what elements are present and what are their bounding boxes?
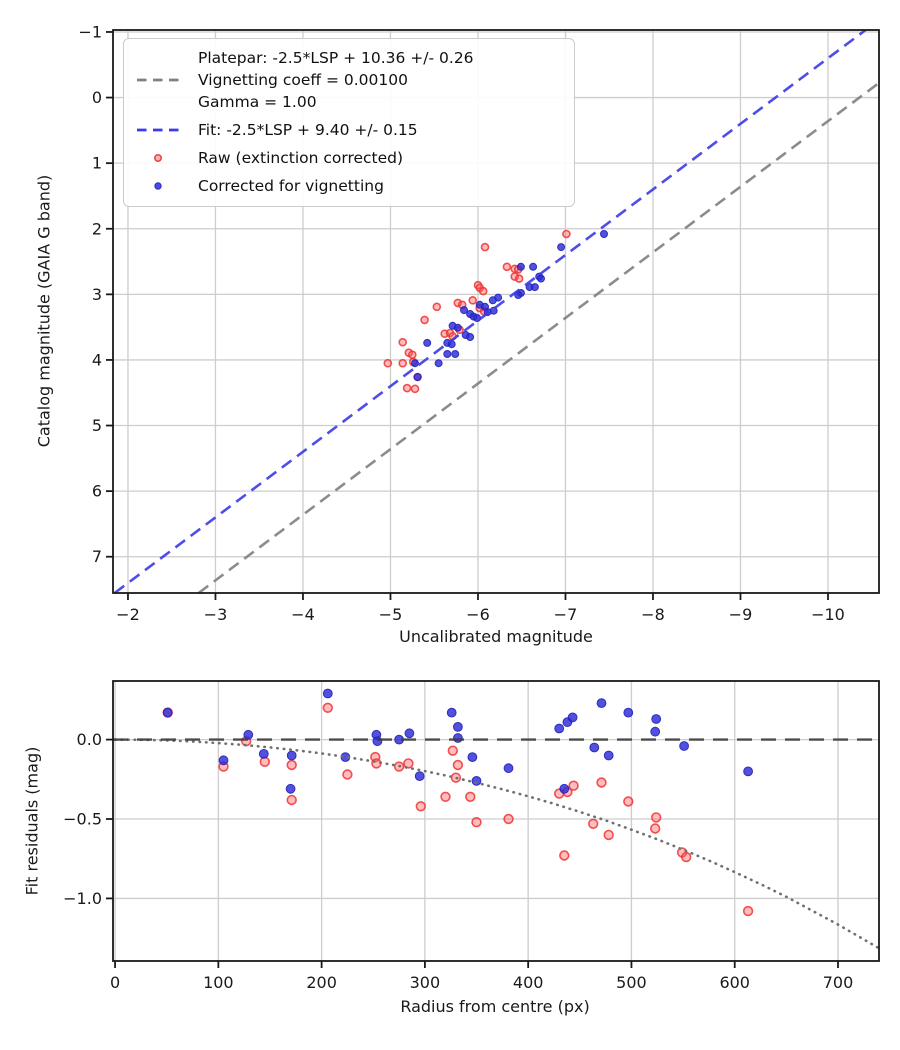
legend-entry-fit bbox=[136, 119, 564, 141]
x-tick-label: −6 bbox=[466, 605, 490, 624]
data-point bbox=[469, 297, 476, 304]
y-tick-label: −1 bbox=[78, 22, 102, 42]
raw-marker-icon bbox=[136, 153, 180, 163]
x-tick-label: 300 bbox=[409, 973, 441, 992]
vignetting-model-curve bbox=[115, 740, 879, 949]
data-point bbox=[538, 275, 545, 282]
data-point bbox=[433, 303, 440, 310]
data-point bbox=[441, 792, 450, 801]
data-point bbox=[597, 778, 606, 787]
data-point bbox=[558, 244, 565, 251]
data-point bbox=[259, 750, 268, 759]
data-point bbox=[651, 727, 660, 736]
x-tick-label: 200 bbox=[306, 973, 337, 992]
data-point bbox=[447, 708, 456, 717]
data-point bbox=[405, 729, 414, 738]
data-point bbox=[163, 708, 172, 717]
data-point bbox=[454, 723, 463, 732]
data-point bbox=[435, 360, 442, 367]
data-point bbox=[503, 263, 510, 270]
legend-entry-raw bbox=[136, 147, 564, 169]
y-tick-label: 1 bbox=[91, 153, 102, 173]
y-tick-label: −1.0 bbox=[63, 888, 102, 908]
data-point bbox=[563, 231, 570, 238]
data-point bbox=[444, 351, 451, 358]
legend bbox=[123, 38, 575, 207]
data-point bbox=[568, 713, 577, 722]
x-tick-label: 400 bbox=[512, 973, 544, 992]
data-point bbox=[412, 360, 419, 367]
data-point bbox=[555, 724, 564, 733]
data-point bbox=[287, 796, 296, 805]
y-tick-label: 0.0 bbox=[76, 730, 102, 750]
y-tick-label: 5 bbox=[91, 416, 102, 436]
y-tick-label: 2 bbox=[91, 219, 102, 239]
data-point bbox=[416, 802, 425, 811]
data-point bbox=[482, 244, 489, 251]
data-point bbox=[323, 703, 332, 712]
y-tick-label: 4 bbox=[91, 350, 102, 370]
data-point bbox=[604, 831, 613, 840]
data-point bbox=[287, 751, 296, 760]
data-point bbox=[244, 730, 253, 739]
data-point bbox=[531, 284, 538, 291]
residuals-gridlines bbox=[113, 681, 879, 961]
legend-platepar-label bbox=[198, 47, 474, 113]
legend-entry-corrected bbox=[136, 175, 564, 197]
data-point bbox=[323, 689, 332, 698]
top-yaxis-label: Catalog magnitude (GAIA G band) bbox=[34, 174, 54, 448]
data-point bbox=[604, 751, 613, 760]
y-tick-label: 7 bbox=[91, 547, 102, 567]
data-point bbox=[452, 351, 459, 358]
x-tick-label: −5 bbox=[378, 605, 403, 624]
data-point bbox=[624, 708, 633, 717]
legend-platepar-line3: Gamma = 1.00 bbox=[198, 93, 317, 111]
data-point bbox=[421, 316, 428, 323]
data-point bbox=[384, 360, 391, 367]
data-point bbox=[652, 715, 661, 724]
data-point bbox=[517, 263, 524, 270]
data-point bbox=[424, 339, 431, 346]
y-tick-label: −0.5 bbox=[63, 809, 102, 829]
data-point bbox=[373, 737, 382, 746]
data-point bbox=[466, 792, 475, 801]
data-point bbox=[560, 784, 569, 793]
legend-entry-platepar bbox=[136, 47, 564, 113]
bottom-xaxis-label: Radius from centre (px) bbox=[400, 997, 590, 1016]
data-point bbox=[560, 851, 569, 860]
top-xaxis-label: Uncalibrated magnitude bbox=[399, 627, 593, 646]
y-tick-label: 0 bbox=[91, 88, 102, 108]
magnitude-fit-corrected-points bbox=[412, 231, 608, 381]
data-point bbox=[412, 385, 419, 392]
data-point bbox=[744, 767, 753, 776]
data-point bbox=[399, 339, 406, 346]
data-point bbox=[260, 757, 269, 766]
residuals-plot bbox=[63, 681, 879, 992]
data-point bbox=[504, 815, 513, 824]
data-point bbox=[415, 772, 424, 781]
data-point bbox=[652, 813, 661, 822]
x-tick-label: 100 bbox=[203, 973, 234, 992]
x-tick-label: −2 bbox=[116, 605, 140, 624]
data-point bbox=[601, 231, 608, 238]
legend-platepar-line1: Platepar: -2.5*LSP + 10.36 +/- 0.26 bbox=[198, 49, 474, 67]
data-point bbox=[454, 324, 461, 331]
legend-fit-label: Fit: -2.5*LSP + 9.40 +/- 0.15 bbox=[198, 121, 418, 139]
residuals-ticks bbox=[106, 740, 838, 968]
data-point bbox=[414, 374, 421, 381]
x-tick-label: −8 bbox=[641, 605, 665, 624]
x-tick-label: 600 bbox=[719, 973, 750, 992]
platepar-dashed-line-icon bbox=[136, 76, 180, 84]
data-point bbox=[624, 797, 633, 806]
data-point bbox=[409, 351, 416, 358]
data-point bbox=[680, 742, 689, 751]
data-point bbox=[744, 907, 753, 916]
y-tick-label: 3 bbox=[91, 284, 102, 304]
fit-dashed-line-icon bbox=[136, 126, 180, 134]
legend-raw-label: Raw (extinction corrected) bbox=[198, 149, 404, 167]
data-point bbox=[651, 824, 660, 833]
data-point bbox=[504, 764, 513, 773]
x-tick-label: 0 bbox=[109, 973, 121, 992]
data-point bbox=[682, 853, 691, 862]
residuals-spines bbox=[113, 681, 879, 961]
data-point bbox=[454, 734, 463, 743]
data-point bbox=[448, 746, 457, 755]
data-point bbox=[472, 818, 481, 827]
data-point bbox=[468, 753, 477, 762]
x-tick-label: −9 bbox=[728, 605, 753, 624]
data-point bbox=[467, 334, 474, 341]
data-point bbox=[530, 263, 537, 270]
corrected-marker-icon bbox=[136, 181, 180, 191]
data-point bbox=[472, 777, 481, 786]
legend-corrected-label: Corrected for vignetting bbox=[198, 177, 384, 195]
x-tick-label: −7 bbox=[553, 605, 578, 624]
data-point bbox=[219, 756, 228, 765]
x-tick-label: 700 bbox=[822, 973, 854, 992]
data-point bbox=[569, 781, 578, 790]
x-tick-label: 500 bbox=[616, 973, 647, 992]
data-point bbox=[489, 297, 496, 304]
data-point bbox=[590, 743, 599, 752]
data-point bbox=[287, 761, 296, 770]
data-point bbox=[516, 275, 523, 282]
y-tick-label: 6 bbox=[91, 481, 102, 501]
data-point bbox=[399, 360, 406, 367]
data-point bbox=[286, 784, 295, 793]
bottom-yaxis-label: Fit residuals (mag) bbox=[22, 746, 42, 896]
magnitude-fit-raw-points bbox=[384, 231, 570, 393]
data-point bbox=[597, 699, 606, 708]
x-tick-label: −10 bbox=[811, 605, 845, 624]
data-point bbox=[404, 385, 411, 392]
data-point bbox=[343, 770, 352, 779]
x-tick-label: −3 bbox=[203, 605, 228, 624]
data-point bbox=[454, 761, 463, 770]
data-point bbox=[480, 288, 487, 295]
data-point bbox=[589, 819, 598, 828]
x-tick-label: −4 bbox=[291, 605, 315, 624]
legend-platepar-line2: Vignetting coeff = 0.00100 bbox=[198, 71, 408, 89]
